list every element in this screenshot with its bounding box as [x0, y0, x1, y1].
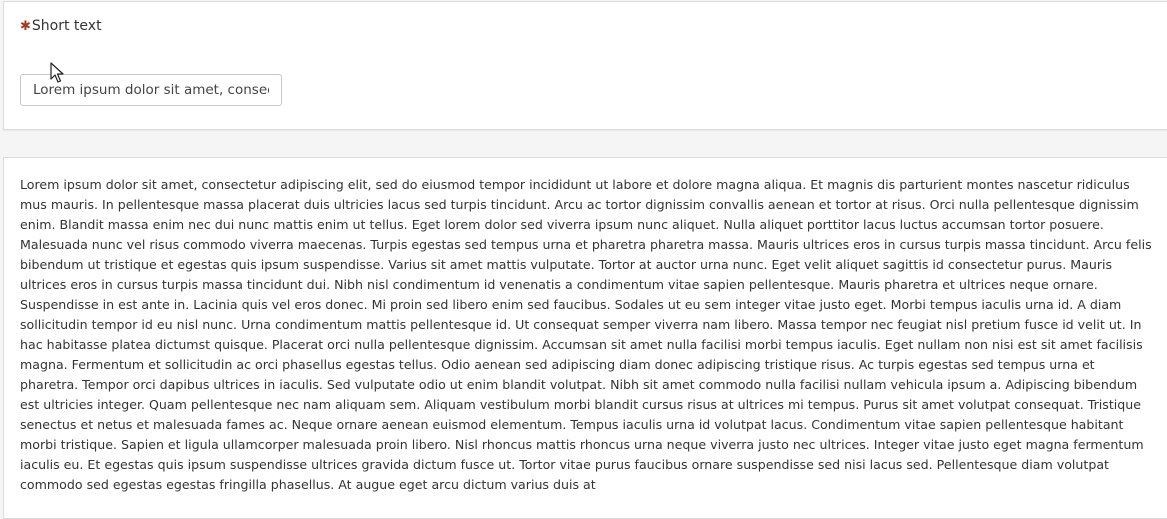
- short-text-label-text: Short text: [31, 18, 102, 34]
- short-text-question-card: [3, 1, 1167, 130]
- mouse-pointer-icon: [50, 62, 64, 84]
- asterisk-icon: ✱: [20, 18, 31, 34]
- long-text-card: [3, 157, 1167, 519]
- long-text-content: Lorem ipsum dolor sit amet, consectetur adipiscing elit, sed do eiusmod tempor incididunt ut labore et dolore magna aliqua. Et magnis dis parturient montes nascetur ridiculus mus mauris. In pellentesque massa placerat duis ultricies lacus sed turpis tincidunt. Arcu ac tortor dignissim convallis aenean et tortor at risus. Orci nulla pellentesque dignissim enim. Blandit massa enim nec dui nunc mattis enim ut tellus. Eget lorem dolor sed viverra ipsum nunc aliquet. Nulla aliquet porttitor lacus luctus accumsan tortor posuere. Malesuada nunc vel risus commodo viverra maecenas. Turpis egestas sed tempus urna et pharetra pharetra massa. Mauris ultrices eros in cursus turpis massa tincidunt. Arcu felis bibendum ut tristique et egestas quis ipsum suspendisse. Varius sit amet mattis vulputate. Tortor at auctor urna nunc. Eget velit aliquet sagittis id consectetur purus. Mauris ultrices eros in cursus turpis massa tincidunt dui. Nibh nisl condimentum id venenatis a condimentum vitae sapien pellentesque. Mauris pharetra et ultrices neque ornare. Suspendisse in est ante in. Lacinia quis vel eros donec. Mi proin sed libero enim sed faucibus. Sodales ut eu sem integer vitae justo eget. Morbi tempus iaculis urna id. A diam sollicitudin tempor id eu nisl nunc. Urna condimentum mattis pellentesque id. Ut consequat semper viverra nam libero. Massa tempor nec feugiat nisl pretium fusce id velit ut. In hac habitasse platea dictumst quisque. Placerat orci nulla pellentesque dignissim. Accumsan sit amet nulla facilisi morbi tempus iaculis. Eget nullam non nisi est sit amet facilisis magna. Fermentum et sollicitudin ac orci phasellus egestas tellus. Odio aenean sed adipiscing diam donec adipiscing tristique risus. Ac turpis egestas sed tempus urna et pharetra. Tempor orci dapibus ultrices in iaculis. Sed vulputate odio ut enim blandit volutpat. Nibh sit amet commodo nulla facilisi nullam vehicula ipsum a. Adipiscing bibendum est ultricies integer. Quam pellentesque nec nam aliquam sem. Aliquam vestibulum morbi blandit cursus risus at ultrices mi tempus. Purus sit amet volutpat consequat. Tristique senectus et netus et malesuada fames ac. Neque ornare aenean euismod elementum. Tempus iaculis urna id volutpat lacus. Condimentum vitae sapien pellentesque habitant morbi tristique. Sapien et ligula ullamcorper malesuada proin libero. Nisl rhoncus mattis rhoncus urna neque viverra justo nec ultrices. Integer vitae justo eget magna fermentum iaculis eu. Et egestas quis ipsum suspendisse ultrices gravida dictum fusce ut. Tortor vitae purus faucibus ornare suspendisse sed nisi lacus sed. Pellentesque diam volutpat commodo sed egestas egestas fringilla phasellus. At augue eget arcu dictum varius duis at: [20, 177, 1152, 492]
- short-text-label: [20, 18, 102, 34]
